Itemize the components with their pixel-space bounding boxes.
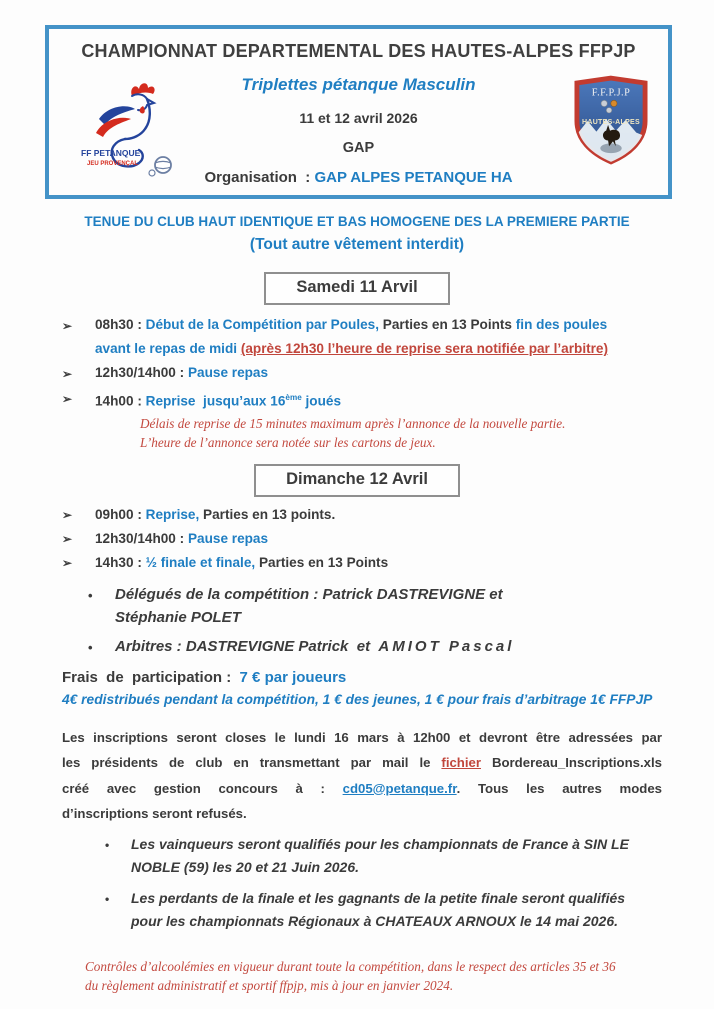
text-segment: Délégués de la compétition : Patrick DASTREVIGNE et [115,585,503,603]
text-segment: Bordereau_Inscriptions.xls [481,755,662,771]
dot-bullet-icon: • [88,587,93,603]
saturday-item-3-text [95,386,341,414]
qualification-item-2 [105,887,675,933]
event-city: GAP [342,140,375,156]
shield-logo-banner: HAUTES-ALPES [582,118,640,126]
text-segment: Parties en 13 Points [255,554,389,570]
saturday-note-line-2: L’heure de l’annonce sera notée sur les cartons de jeux. [140,434,436,450]
arrow-bullet-icon: ➢ [62,555,73,570]
sunday-heading-wrap [0,464,714,497]
championship-title: CHAMPIONNAT DEPARTEMENTAL DES HAUTES-ALPES FFPJP [81,41,636,61]
saturday-item-2-text [95,361,268,386]
sunday-schedule [62,503,654,575]
saturday-heading-box: Samedi 11 Arvil [264,272,449,305]
shield-logo-title: F.F.P.J.P [591,87,631,99]
arrow-bullet-icon: ➢ [62,392,73,406]
sunday-item-1-text [95,503,335,527]
arrow-bullet-icon: ➢ [62,319,73,333]
saturday-heading-wrap [0,272,714,305]
saturday-schedule [62,313,654,414]
text-segment: fin des poules [515,317,608,332]
text-segment: Les vainqueurs seront qualifiés pour les championnats de France à SIN LE [131,835,629,852]
text-segment: d’inscriptions seront refusés. [62,806,247,822]
registration-paragraph [62,725,662,827]
arrow-bullet-icon: ➢ [62,367,73,381]
saturday-note [140,414,714,452]
text-segment: 14h30 : [95,554,146,570]
text-segment: 12h30/14h00 : [95,365,188,380]
text-segment: . Tous les autres modes [456,780,662,796]
saturday-note-line-1: Délais de reprise de 15 minutes maximum après l’annonce de la nouvelle partie. [140,415,566,431]
text-segment: Frais de participation : [62,668,240,686]
text-segment: Les perdants de la finale et les gagnants de la petite finale seront qualifiés [131,889,626,906]
sunday-item-3 [62,551,654,575]
saturday-item-1 [62,313,654,361]
registration-line-2 [62,750,662,776]
sunday-heading-box: Dimanche 12 Avril [254,464,460,497]
dress-code-line-2: (Tout autre vêtement interdit) [249,236,465,253]
text-segment: GAP ALPES PETANQUE HA [314,169,513,186]
text-segment: Organisation : [204,169,315,186]
text-segment: joués [301,393,342,409]
alcohol-note-line-1: Contrôles d’alcoolémies en vigueur durant toute la compétition, dans le respect des articles 35 et 36 [85,958,616,974]
registration-line-4 [62,801,662,827]
text-segment: (après 12h30 l’heure de reprise sera notifiée par l’arbitre) [240,341,609,356]
qualification-item-1 [105,833,675,879]
saturday-item-2 [62,361,654,386]
text-segment: ème [285,393,302,402]
arrow-bullet-icon: ➢ [62,531,73,546]
header-box [45,25,672,199]
alcohol-control-note [85,957,714,995]
arrow-bullet-icon: ➢ [62,507,73,522]
referees-item [88,635,568,659]
dot-bullet-icon: • [105,837,110,852]
ffp-rooster-logo [75,79,197,191]
text-segment: 14h00 : [95,393,146,409]
qualification-item-1-text [131,833,629,879]
text-segment: Les inscriptions seront closes le lundi 16 mars à 12h00 et devront être adressées par [62,729,662,745]
text-segment: 7 € par joueurs [239,668,347,686]
rooster-logo-text-2: JEU PROVENÇAL [87,161,139,167]
alcohol-note-line-2: du règlement administratif et sportif ffpjp, mis à jour en janvier 2024. [85,977,454,993]
text-segment: créé avec gestion concours à : [62,780,343,796]
text-segment: Pause repas [187,530,269,546]
event-date: 11 et 12 avril 2026 [299,110,418,126]
text-segment: 12h30/14h00 : [95,530,188,546]
text-segment: Pause repas [187,365,269,380]
text-segment: 09h00 : [95,506,146,522]
text-segment: NOBLE (59) les 20 et 21 Juin 2026. [131,858,359,875]
event-subtitle: Triplettes pétanque Masculin [241,75,476,94]
text-segment: Stéphanie POLET [115,608,241,626]
officials-list [88,583,714,659]
text-segment: pour les championnats Régionaux à CHATEAUX ARNOUX le 14 mai 2026. [131,912,619,929]
text-segment: Parties en 13 Points [379,317,516,332]
registration-line-3 [62,776,662,802]
text-segment: les présidents de club en transmettant par mail le [62,755,442,771]
rooster-logo-text-1: FF PETANQUE [81,148,141,158]
text-segment: Reprise, [145,506,200,522]
text-segment: Début de la Compétition par Poules, [145,317,380,332]
dress-code-line-1: TENUE DU CLUB HAUT IDENTIQUE ET BAS HOMOGENE DES LA PREMIERE PARTIE [84,214,630,229]
document-body [0,214,714,995]
text-segment: AMIOT Pascal [378,637,515,655]
text-segment: Reprise jusqu’aux 16 [145,393,286,409]
delegates-item [88,583,568,629]
text-segment: Parties en 13 points. [199,506,336,522]
sunday-item-2 [62,527,654,551]
text-segment: 08h30 : [95,317,146,332]
rooster-icon [75,79,197,191]
registration-line-1 [62,725,662,751]
dot-bullet-icon: • [88,639,93,655]
saturday-item-3 [62,386,654,414]
email-link: cd05@petanque.fr [342,780,457,796]
fees-line [62,669,714,686]
referees-text [115,635,514,659]
saturday-item-1-text [95,313,608,361]
text-segment: Arbitres : DASTREVIGNE Patrick et [115,637,379,655]
sunday-item-3-text [95,551,388,575]
fichier-link: fichier [441,755,481,771]
qualification-list [105,833,714,933]
sunday-item-2-text [95,527,268,551]
dot-bullet-icon: • [105,891,110,906]
sunday-item-1 [62,503,654,527]
qualification-item-2-text [131,887,625,933]
text-segment: avant le repas de midi [95,341,241,356]
delegates-text [115,583,503,629]
ffpjp-shield-logo [574,75,648,165]
shield-icon [574,75,648,165]
fees-detail-line: 4€ redistribués pendant la compétition, 1 € des jeunes, 1 € pour frais d’arbitrage 1€ FFPJP [62,691,653,707]
text-segment: ½ finale et finale, [145,554,256,570]
